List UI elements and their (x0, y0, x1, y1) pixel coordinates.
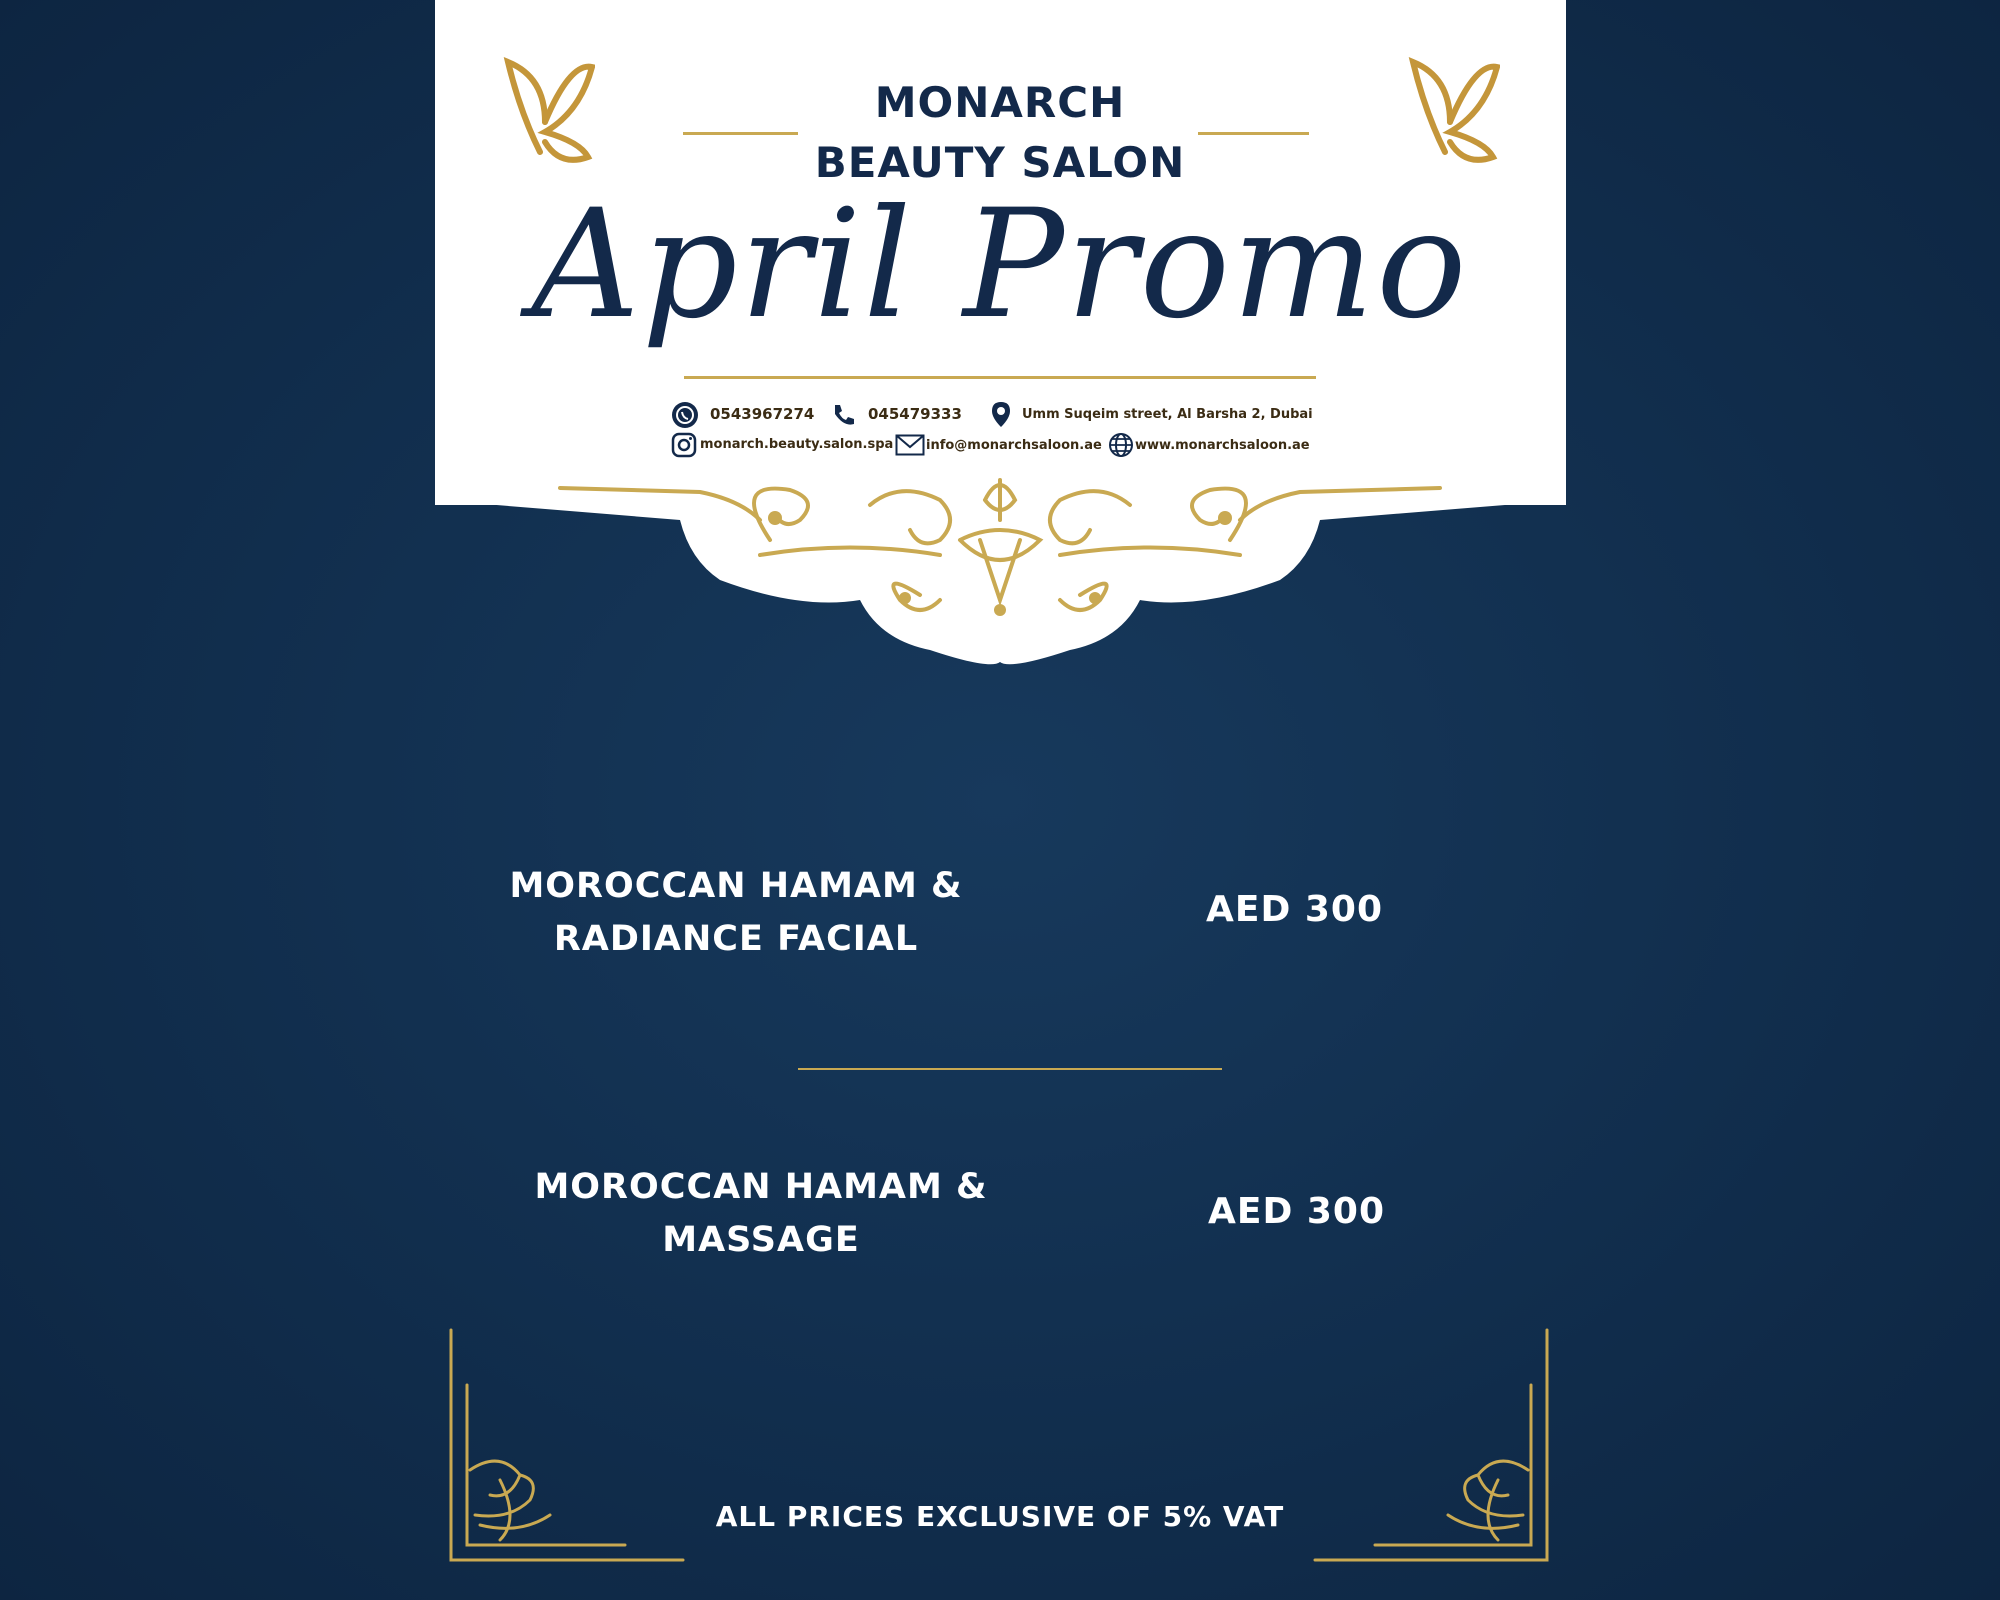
gold-rule-left (683, 132, 798, 135)
whatsapp-icon[interactable] (670, 400, 700, 430)
service-item-1-name (486, 860, 986, 966)
location-pin-icon[interactable] (988, 400, 1014, 430)
promo-title: April Promo (531, 178, 1469, 352)
website-url[interactable]: www.monarchsaloon.ae (1135, 438, 1310, 453)
phone-icon[interactable] (830, 402, 856, 428)
gold-rule-under-title (684, 376, 1316, 379)
phone-number[interactable]: 045479333 (868, 405, 962, 423)
email-address[interactable]: info@monarchsaloon.ae (926, 438, 1102, 453)
service-item-2-line-2: MASSAGE (662, 1220, 860, 1260)
globe-icon[interactable] (1108, 432, 1134, 458)
instagram-handle[interactable]: monarch.beauty.salon.spa (700, 437, 894, 452)
mail-icon[interactable] (895, 434, 925, 456)
vat-note: ALL PRICES EXCLUSIVE OF 5% VAT (715, 1500, 1285, 1533)
service-item-1-price: AED 300 (1206, 889, 1384, 930)
gold-rule-right (1198, 132, 1309, 135)
service-item-1-line-2: RADIANCE FACIAL (553, 919, 919, 959)
address-text[interactable]: Umm Suqeim street, Al Barsha 2, Dubai (1022, 407, 1313, 422)
service-item-2-name (511, 1161, 1011, 1267)
header-card-wave-edge (435, 480, 1566, 664)
service-item-1-line-1: MOROCCAN HAMAM & (509, 866, 963, 906)
service-item-2-price: AED 300 (1208, 1191, 1386, 1232)
gold-filigree-dots (768, 511, 1232, 616)
instagram-icon[interactable] (671, 432, 697, 458)
whatsapp-number[interactable]: 0543967274 (710, 405, 815, 423)
service-divider (798, 1068, 1222, 1070)
brand-name-line-1: MONARCH (874, 78, 1126, 127)
service-item-2-line-1: MOROCCAN HAMAM & (534, 1167, 988, 1207)
brand-name-line-2: BEAUTY SALON (814, 138, 1186, 187)
